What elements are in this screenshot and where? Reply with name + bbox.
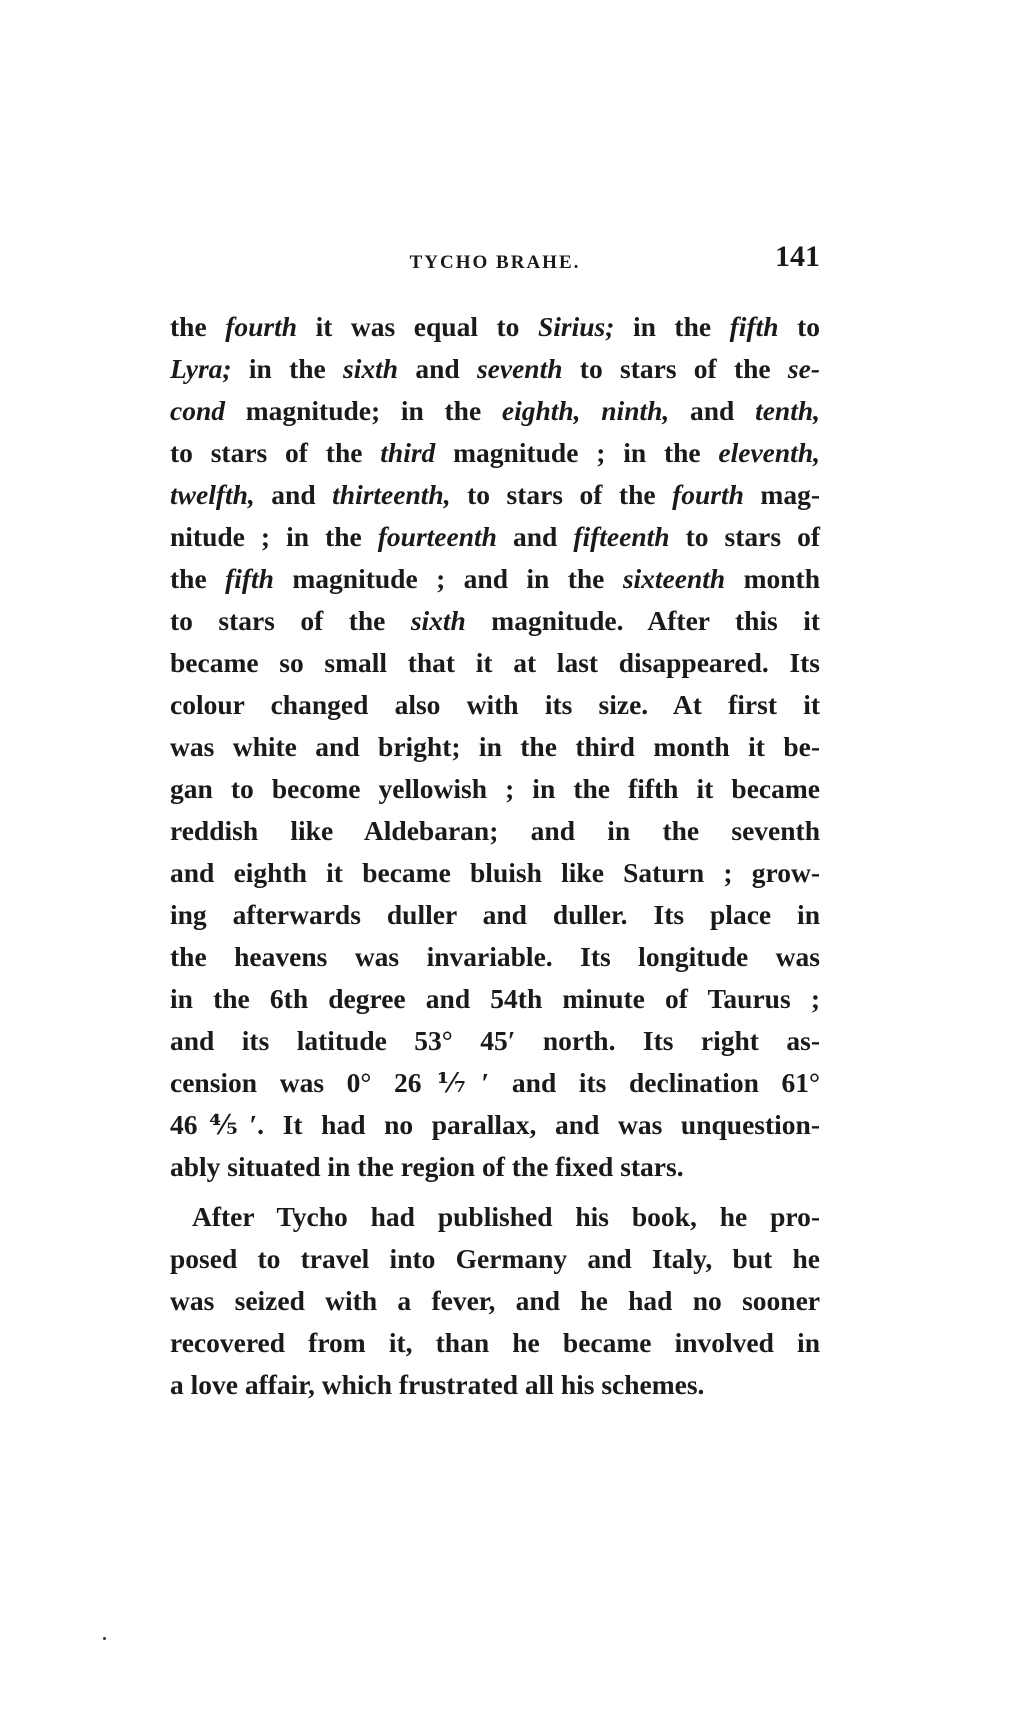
text-run: and — [496, 521, 574, 552]
text-run: to stars of the — [170, 605, 411, 636]
page-number: 141 — [775, 240, 820, 273]
italic-text: fifth — [729, 311, 779, 342]
text-run: was white and bright; in the third month it be- — [170, 731, 820, 762]
italic-text: tenth, — [755, 395, 821, 426]
italic-text: fifth — [225, 563, 274, 594]
italic-text: sixteenth — [622, 563, 726, 594]
italic-text: seventh — [476, 353, 563, 384]
text-run: magnitude. After this it — [465, 605, 820, 636]
text-run: and — [254, 479, 333, 510]
italic-text: third — [380, 437, 436, 468]
italic-text: Lyra; — [170, 353, 232, 384]
paragraph — [170, 306, 820, 1188]
paragraph-gap — [170, 1188, 820, 1196]
italic-text: fifteenth — [573, 521, 670, 552]
text-line — [170, 684, 820, 726]
italic-text: twelfth, — [170, 479, 255, 510]
italic-text: Sirius; — [537, 311, 615, 342]
text-line — [170, 726, 820, 768]
text-line — [170, 1364, 820, 1406]
text-run: a love affair, which frustrated all his schemes. — [170, 1369, 705, 1400]
text-run: colour changed also with its size. At first it — [170, 689, 820, 720]
text-run: magnitude ; in the — [435, 437, 719, 468]
text-line — [170, 600, 820, 642]
italic-text: fourth — [672, 479, 744, 510]
text-line — [170, 642, 820, 684]
text-line — [170, 474, 820, 516]
text-run: posed to travel into Germany and Italy, but he — [170, 1243, 820, 1274]
italic-text: fourteenth — [377, 521, 497, 552]
text-run: and — [398, 353, 477, 384]
text-line — [170, 810, 820, 852]
text-line — [170, 1238, 820, 1280]
text-run: and eighth it became bluish like Saturn ; grow- — [170, 857, 820, 888]
scan-speck — [103, 1637, 106, 1640]
text-line — [170, 936, 820, 978]
italic-text: se- — [787, 353, 820, 384]
text-line — [170, 306, 820, 348]
text-run: to — [778, 311, 820, 342]
text-run: in the 6th degree and 54th minute of Taurus ; — [170, 983, 820, 1014]
text-line — [170, 1146, 820, 1188]
text-line — [170, 1322, 820, 1364]
text-run: nitude ; in the — [170, 521, 378, 552]
italic-text: sixth — [410, 605, 466, 636]
text-run: recovered from it, than he became involved in — [170, 1327, 820, 1358]
text-run: magnitude; in the — [225, 395, 502, 426]
italic-text: cond — [170, 395, 225, 426]
text-run: to stars of the — [170, 437, 381, 468]
text-run: became so small that it at last disappeared. Its — [170, 647, 820, 678]
text-run: 46⅘′. It had no parallax, and was unquestion- — [170, 1109, 820, 1140]
running-title: TYCHO BRAHE. — [409, 252, 581, 273]
text-run: in the — [231, 353, 344, 384]
text-line — [170, 978, 820, 1020]
italic-text: eighth, ninth, — [501, 395, 670, 426]
text-run: mag- — [743, 479, 820, 510]
text-line — [170, 1020, 820, 1062]
running-head — [170, 240, 820, 280]
paragraph — [170, 1196, 820, 1406]
text-run: to stars of the — [562, 353, 788, 384]
text-line — [170, 390, 820, 432]
text-run: to stars of — [669, 521, 820, 552]
text-run: month — [725, 563, 820, 594]
text-run: was seized with a fever, and he had no sooner — [170, 1285, 820, 1316]
text-run: the heavens was invariable. Its longitude was — [170, 941, 820, 972]
text-line — [170, 1280, 820, 1322]
text-line — [170, 432, 820, 474]
text-line — [170, 1104, 820, 1146]
text-run: it was equal to — [297, 311, 538, 342]
text-line — [170, 852, 820, 894]
text-run: After Tycho had published his book, he pro- — [192, 1201, 820, 1232]
text-run: reddish like Aldebaran; and in the seventh — [170, 815, 820, 846]
text-line — [170, 516, 820, 558]
text-run: and its latitude 53° 45′ north. Its right as- — [170, 1025, 820, 1056]
text-run: in the — [614, 311, 730, 342]
text-line — [170, 1196, 820, 1238]
italic-text: sixth — [343, 353, 399, 384]
text-run: cension was 0° 26⅐′ and its declination 61° — [170, 1067, 820, 1098]
text-line — [170, 1062, 820, 1104]
text-run: and — [669, 395, 756, 426]
text-run: ably situated in the region of the fixed stars. — [170, 1151, 684, 1182]
italic-text: thirteenth, — [332, 479, 451, 510]
text-run: ing afterwards duller and duller. Its place in — [170, 899, 820, 930]
italic-text: fourth — [225, 311, 298, 342]
text-run: to stars of the — [450, 479, 673, 510]
text-run: the — [170, 563, 226, 594]
text-line — [170, 348, 820, 390]
text-line — [170, 768, 820, 810]
text-run: gan to become yellowish ; in the fifth it became — [170, 773, 820, 804]
text-run: the — [170, 311, 226, 342]
italic-text: eleventh, — [718, 437, 820, 468]
text-line — [170, 894, 820, 936]
text-run: magnitude ; and in the — [273, 563, 623, 594]
body-text — [170, 306, 820, 1406]
text-line — [170, 558, 820, 600]
